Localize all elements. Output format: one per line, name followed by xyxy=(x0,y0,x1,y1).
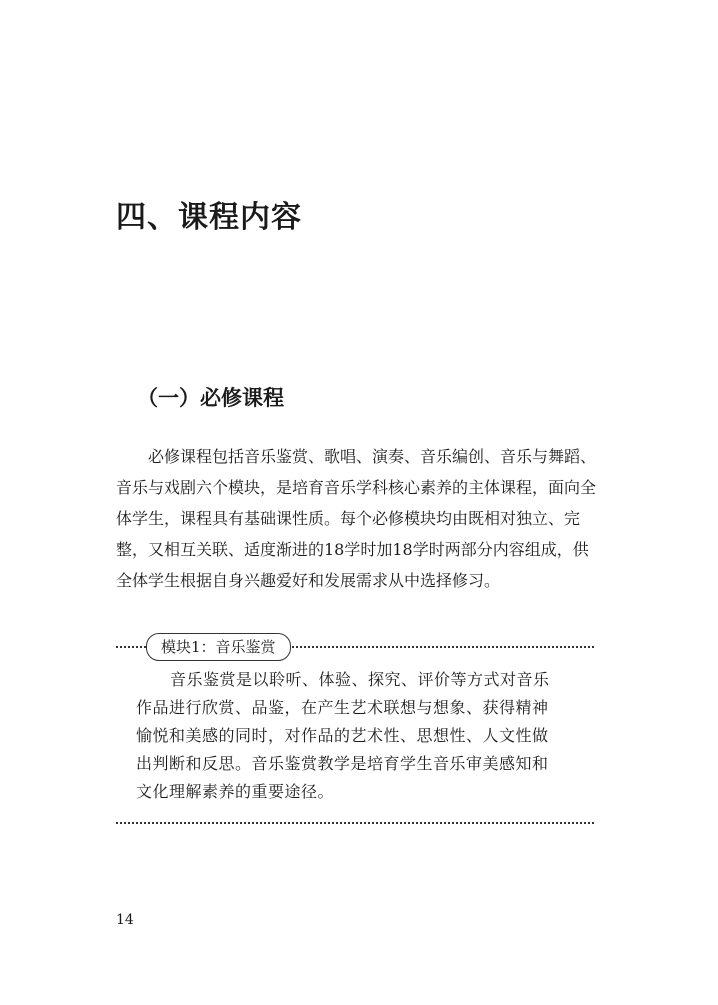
page-number: 14 xyxy=(116,912,134,928)
paragraph-line: 整，又相互关联、适度渐进的18学时加18学时两部分内容组成，供 xyxy=(116,540,589,559)
paragraph-line: 音乐与戏剧六个模块，是培育音乐学科核心素养的主体课程，面向全 xyxy=(116,478,597,497)
body-paragraph xyxy=(116,441,596,596)
module-text-line: 愉悦和美感的同时，对作品的艺术性、思想性、人文性做 xyxy=(136,726,549,745)
module-text-line: 作品进行欣赏、品鉴，在产生艺术联想与想象、获得精神 xyxy=(136,698,549,717)
module-box-bottom-dotted-rule xyxy=(116,822,594,824)
module-text-line: 出判断和反思。音乐鉴赏教学是培育学生音乐审美感知和 xyxy=(136,754,549,773)
section-title: （一）必修课程 xyxy=(137,386,284,410)
chapter-title: 四、课程内容 xyxy=(116,200,302,235)
module-text-line: 音乐鉴赏是以聆听、体验、探究、评价等方式对音乐 xyxy=(170,670,550,689)
module-label: 模块1：音乐鉴赏 xyxy=(146,633,291,661)
paragraph-line: 体学生，课程具有基础课性质。每个必修模块均由既相对独立、完 xyxy=(116,509,581,528)
module-box-text xyxy=(136,666,586,806)
paragraph-line: 必修课程包括音乐鉴赏、歌唱、演奏、音乐编创、音乐与舞蹈、 xyxy=(148,447,597,466)
module-text-line: 文化理解素养的重要途径。 xyxy=(136,782,335,801)
paragraph-line: 全体学生根据自身兴趣爱好和发展需求从中选择修习。 xyxy=(116,571,501,590)
